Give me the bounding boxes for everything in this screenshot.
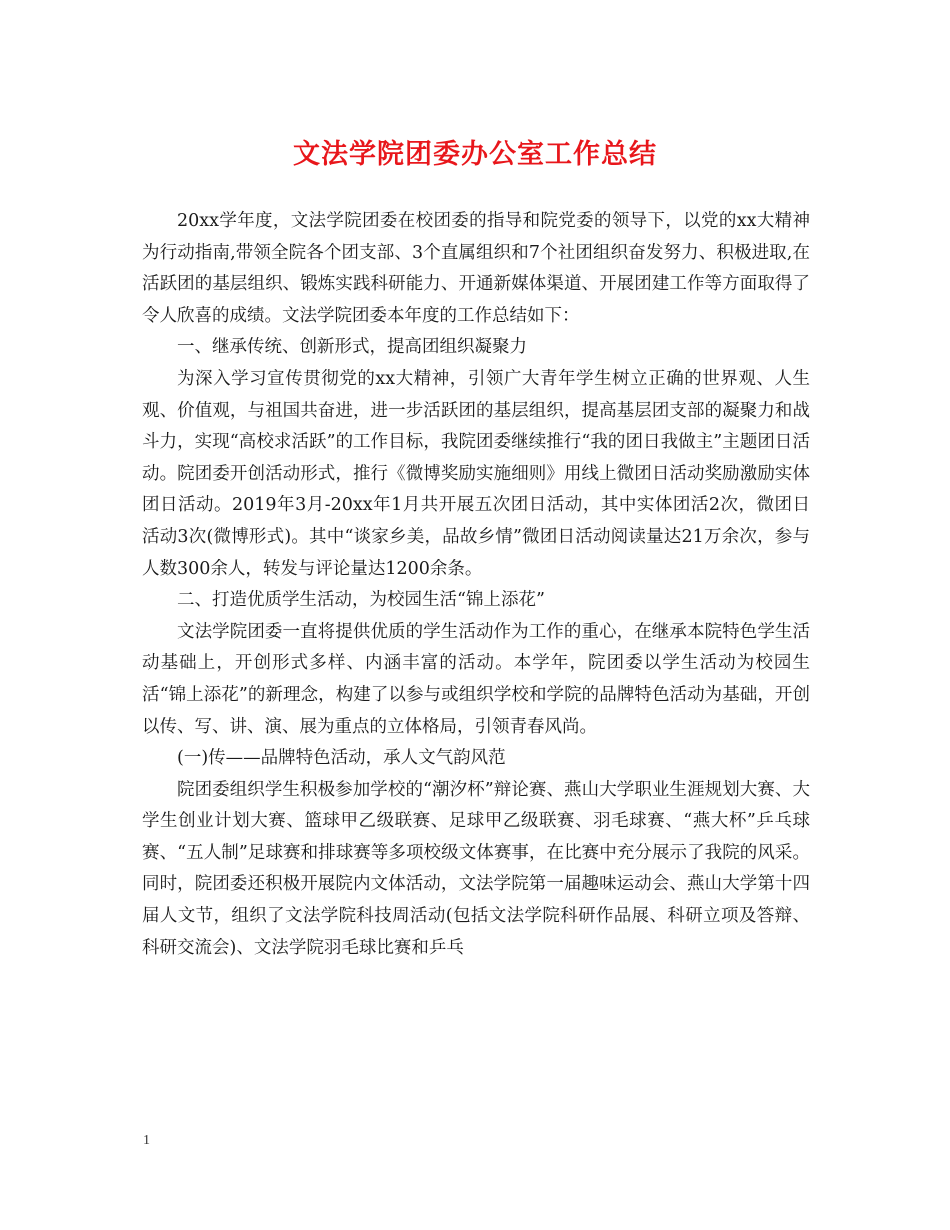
subsection-heading-1: (一)传——品牌特色活动，承人文气韵风范	[177, 748, 506, 769]
paragraph-section-2: 文法学院团委一直将提供优质的学生活动作为工作的重心，在继承本院特色学生活动基础上，开创形式多样、内涵丰富的活动。本学年，院团委以学生活动为校园生活“锦上添花”的新理念，构建了以参与或组织学校和学院的品牌特色活动为基础，开创以传、写、讲、演、展为重点的立体格局，引领青春风尚。	[142, 621, 810, 737]
section-heading-1: 一、继承传统、创新形式，提高团组织凝聚力	[177, 337, 527, 358]
page-number: 1	[143, 1133, 150, 1148]
section-heading-2: 二、打造优质学生活动，为校园生活“锦上添花”	[177, 590, 545, 611]
document-body	[142, 206, 810, 964]
paragraph-intro: 20xx学年度，文法学院团委在校团委的指导和院党委的领导下，以党的xx大精神为行动指南,带领全院各个团支部、3个直属组织和7个社团组织奋发努力、积极进取,在活跃团的基层组织、锻炼实践科研能力、开通新媒体渠道、开展团建工作等方面取得了令人欣喜的成绩。文法学院团委本年度的工作总结如下：	[142, 211, 810, 326]
document-title: 文法学院团委办公室工作总结	[293, 139, 657, 170]
paragraph-section-1: 为深入学习宣传贯彻党的xx大精神，引领广大青年学生树立正确的世界观、人生观、价值观，与祖国共奋进，进一步活跃团的基层组织，提高基层团支部的凝聚力和战斗力，实现“高校求活跃”的工作目标，我院团委继续推行“我的团日我做主”主题团日活动。院团委开创活动形式，推行《微博奖励实施细则》用线上微团日活动奖励激励实体团日活动。2019年3月-20xx年1月共开展五次团日活动，其中实体团活2次，微团日活动3次(微博形式)。其中“谈家乡美，品故乡情”微团日活动阅读量达21万余次，参与人数300余人，转发与评论量达1200余条。	[142, 368, 810, 579]
paragraph-subsection-1: 院团委组织学生积极参加学校的“潮汐杯”辩论赛、燕山大学职业生涯规划大赛、大学生创业计划大赛、篮球甲乙级联赛、足球甲乙级联赛、羽毛球赛、“燕大杯”乒乓球赛、“五人制”足球赛和排球赛等多项校级文体赛事，在比赛中充分展示了我院的风采。同时，院团委还积极开展院内文体活动，文法学院第一届趣味运动会、燕山大学第十四届人文节，组织了文法学院科技周活动(包括文法学院科研作品展、科研立项及答辩、科研交流会)、文法学院羽毛球比赛和乒乓	[142, 779, 810, 958]
